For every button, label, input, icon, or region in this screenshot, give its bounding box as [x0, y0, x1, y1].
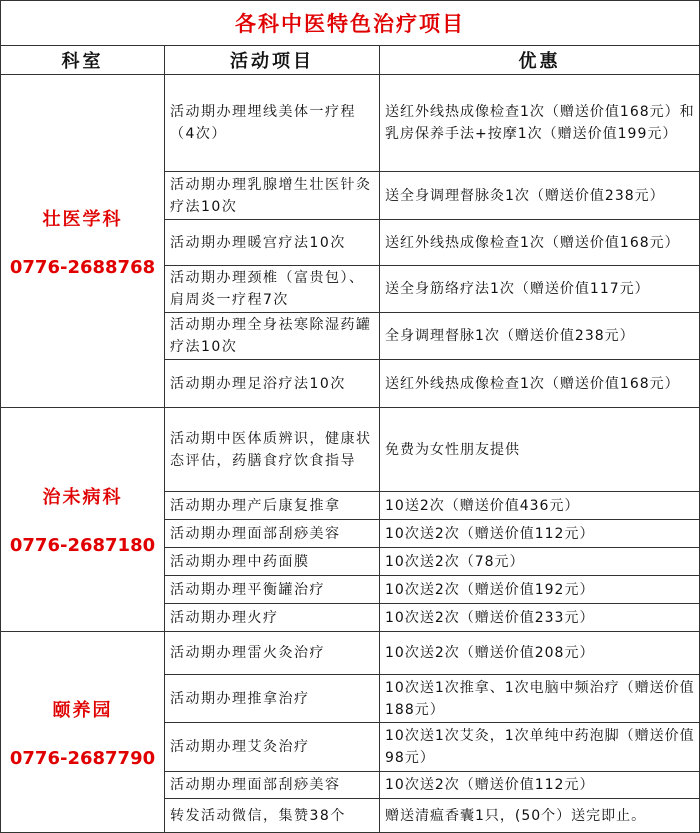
activity-cell: 活动期办理足浴疗法10次	[165, 360, 380, 408]
dept-name: 壮医学科	[42, 208, 123, 230]
activity-cell: 活动期办理颈椎（富贵包）、肩周炎一疗程7次	[165, 266, 380, 313]
offer-cell: 10次送1次艾灸，1次单纯中药泡脚（赠送价值98元）	[380, 723, 700, 772]
activity-cell: 活动期办理面部刮痧美容	[165, 520, 380, 548]
table-row	[1, 75, 700, 172]
header-activity: 活动项目	[165, 46, 380, 75]
offer-cell: 送红外线热成像检查1次（赠送价值168元）	[380, 360, 700, 408]
activity-cell: 活动期办理平衡罐治疗	[165, 576, 380, 604]
offer-cell: 送红外线热成像检查1次（赠送价值168元）	[380, 220, 700, 266]
offer-cell: 送全身筋络疗法1次（赠送价值117元）	[380, 266, 700, 313]
activity-cell: 活动期中医体质辨识，健康状态评估，药膳食疗饮食指导	[165, 408, 380, 492]
offer-cell: 送红外线热成像检查1次（赠送价值168元）和乳房保养手法+按摩1次（赠送价值199元）	[380, 75, 700, 172]
dept-phone: 0776-2687790	[9, 747, 156, 769]
header-row	[1, 46, 700, 75]
activity-cell: 活动期办理埋线美体一疗程（4次）	[165, 75, 380, 172]
dept-cell-yiyangyuan	[1, 632, 165, 833]
dept-phone: 0776-2687180	[9, 535, 156, 556]
activity-cell: 转发活动微信，集赞38个	[165, 799, 380, 833]
activity-cell: 活动期办理火疗	[165, 604, 380, 632]
table-row	[1, 632, 700, 675]
activity-cell: 活动期办理面部刮痧美容	[165, 772, 380, 799]
activity-cell: 活动期办理艾灸治疗	[165, 723, 380, 772]
offer-cell: 10送2次（赠送价值436元）	[380, 492, 700, 520]
table-title: 各科中医特色治疗项目	[1, 1, 700, 46]
header-offer: 优惠	[380, 46, 700, 75]
offer-cell: 10次送2次（78元）	[380, 548, 700, 576]
offer-cell: 赠送清瘟香囊1只，(50个）送完即止。	[380, 799, 700, 833]
activity-cell: 活动期办理暖宫疗法10次	[165, 220, 380, 266]
dept-cell-zhiweibing	[1, 408, 165, 632]
header-dept: 科室	[1, 46, 165, 75]
offer-cell: 10次送2次（赠送价值233元）	[380, 604, 700, 632]
offer-cell: 10次送2次（赠送价值112元）	[380, 772, 700, 799]
offer-cell: 10次送2次（赠送价值208元）	[380, 632, 700, 675]
dept-cell-zhuang	[1, 75, 165, 408]
offer-cell: 送全身调理督脉灸1次（赠送价值238元）	[380, 172, 700, 220]
activity-cell: 活动期办理全身祛寒除湿药罐疗法10次	[165, 313, 380, 360]
dept-name: 颐养园	[52, 699, 113, 721]
activity-cell: 活动期办理雷火灸治疗	[165, 632, 380, 675]
offer-cell: 免费为女性朋友提供	[380, 408, 700, 492]
title-row	[1, 1, 700, 46]
activity-cell: 活动期办理推拿治疗	[165, 675, 380, 723]
activity-cell: 活动期办理中药面膜	[165, 548, 380, 576]
table-row	[1, 408, 700, 492]
offer-cell: 全身调理督脉1次（赠送价值238元）	[380, 313, 700, 360]
offer-cell: 10次送1次推拿、1次电脑中频治疗（赠送价值188元）	[380, 675, 700, 723]
dept-phone: 0776-2688768	[9, 256, 156, 278]
offer-cell: 10次送2次（赠送价值192元）	[380, 576, 700, 604]
activity-cell: 活动期办理乳腺增生壮医针灸疗法10次	[165, 172, 380, 220]
offer-cell: 10次送2次（赠送价值112元）	[380, 520, 700, 548]
dept-name: 治未病科	[42, 487, 123, 508]
activity-cell: 活动期办理产后康复推拿	[165, 492, 380, 520]
